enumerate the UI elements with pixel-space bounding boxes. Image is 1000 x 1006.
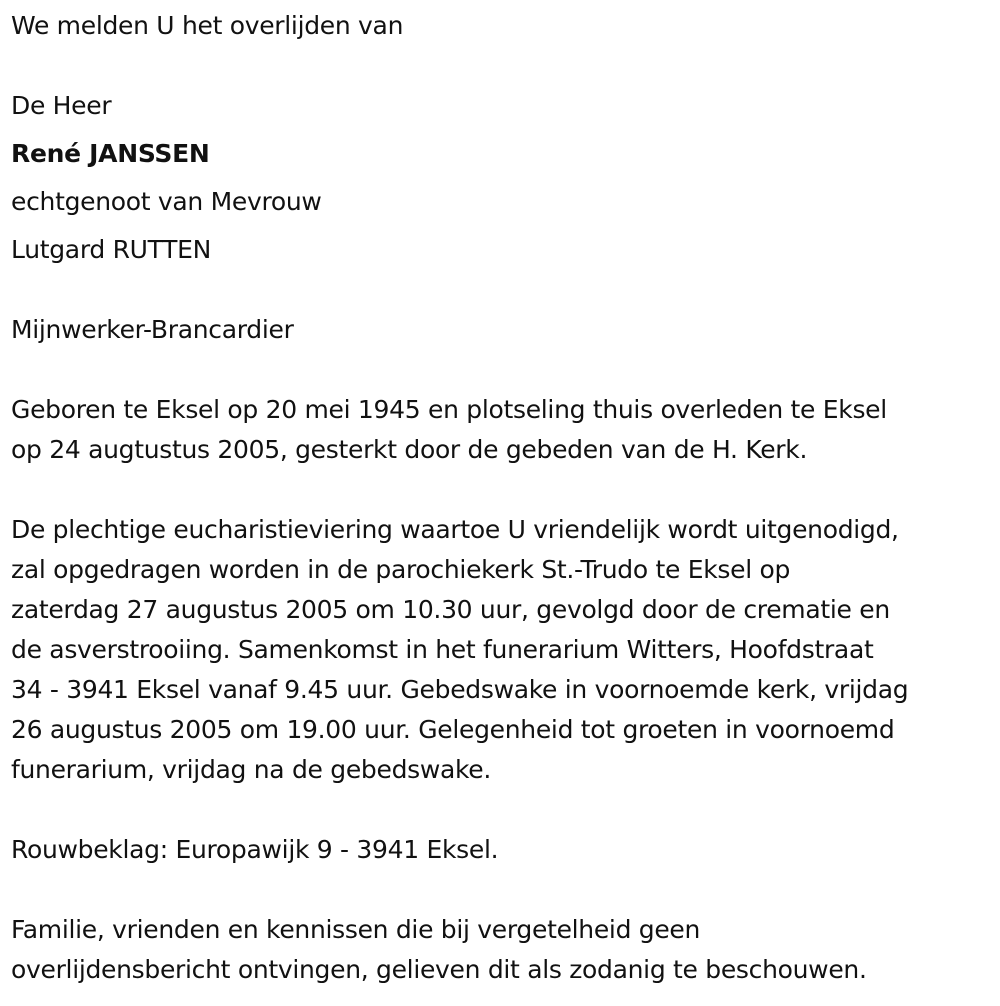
spouse-label: echtgenoot van Mevrouw <box>11 187 322 216</box>
condolence-address: Rouwbeklag: Europawijk 9 - 3941 Eksel. <box>11 835 499 864</box>
ceremony-line-5: 34 - 3941 Eksel vanaf 9.45 uur. Gebedswake in voornoemde kerk, vrijdag <box>11 675 909 704</box>
ceremony-line-1: De plechtige eucharistieviering waartoe U vriendelijk wordt uitgenodigd, <box>11 515 899 544</box>
intro-text: We melden U het overlijden van <box>11 11 404 40</box>
ceremony-line-4: de asverstrooiing. Samenkomst in het funerarium Witters, Hoofdstraat <box>11 635 874 664</box>
spouse-name: Lutgard RUTTEN <box>11 235 212 264</box>
closing-line-2: overlijdensbericht ontvingen, gelieven dit als zodanig te beschouwen. <box>11 955 867 984</box>
ceremony-line-7: funerarium, vrijdag na de gebedswake. <box>11 755 492 784</box>
deceased-name: René JANSSEN <box>11 139 210 168</box>
ceremony-line-6: 26 augustus 2005 om 19.00 uur. Gelegenheid tot groeten in voornoemd <box>11 715 895 744</box>
birth-death-line-1: Geboren te Eksel op 20 mei 1945 en plotseling thuis overleden te Eksel <box>11 395 887 424</box>
honorific: De Heer <box>11 91 112 120</box>
occupation: Mijnwerker-Brancardier <box>11 315 294 344</box>
ceremony-line-2: zal opgedragen worden in de parochiekerk St.-Trudo te Eksel op <box>11 555 791 584</box>
ceremony-line-3: zaterdag 27 augustus 2005 om 10.30 uur, gevolgd door de crematie en <box>11 595 890 624</box>
closing-line-1: Familie, vrienden en kennissen die bij vergetelheid geen <box>11 915 701 944</box>
birth-death-line-2: op 24 augtustus 2005, gesterkt door de gebeden van de H. Kerk. <box>11 435 808 464</box>
